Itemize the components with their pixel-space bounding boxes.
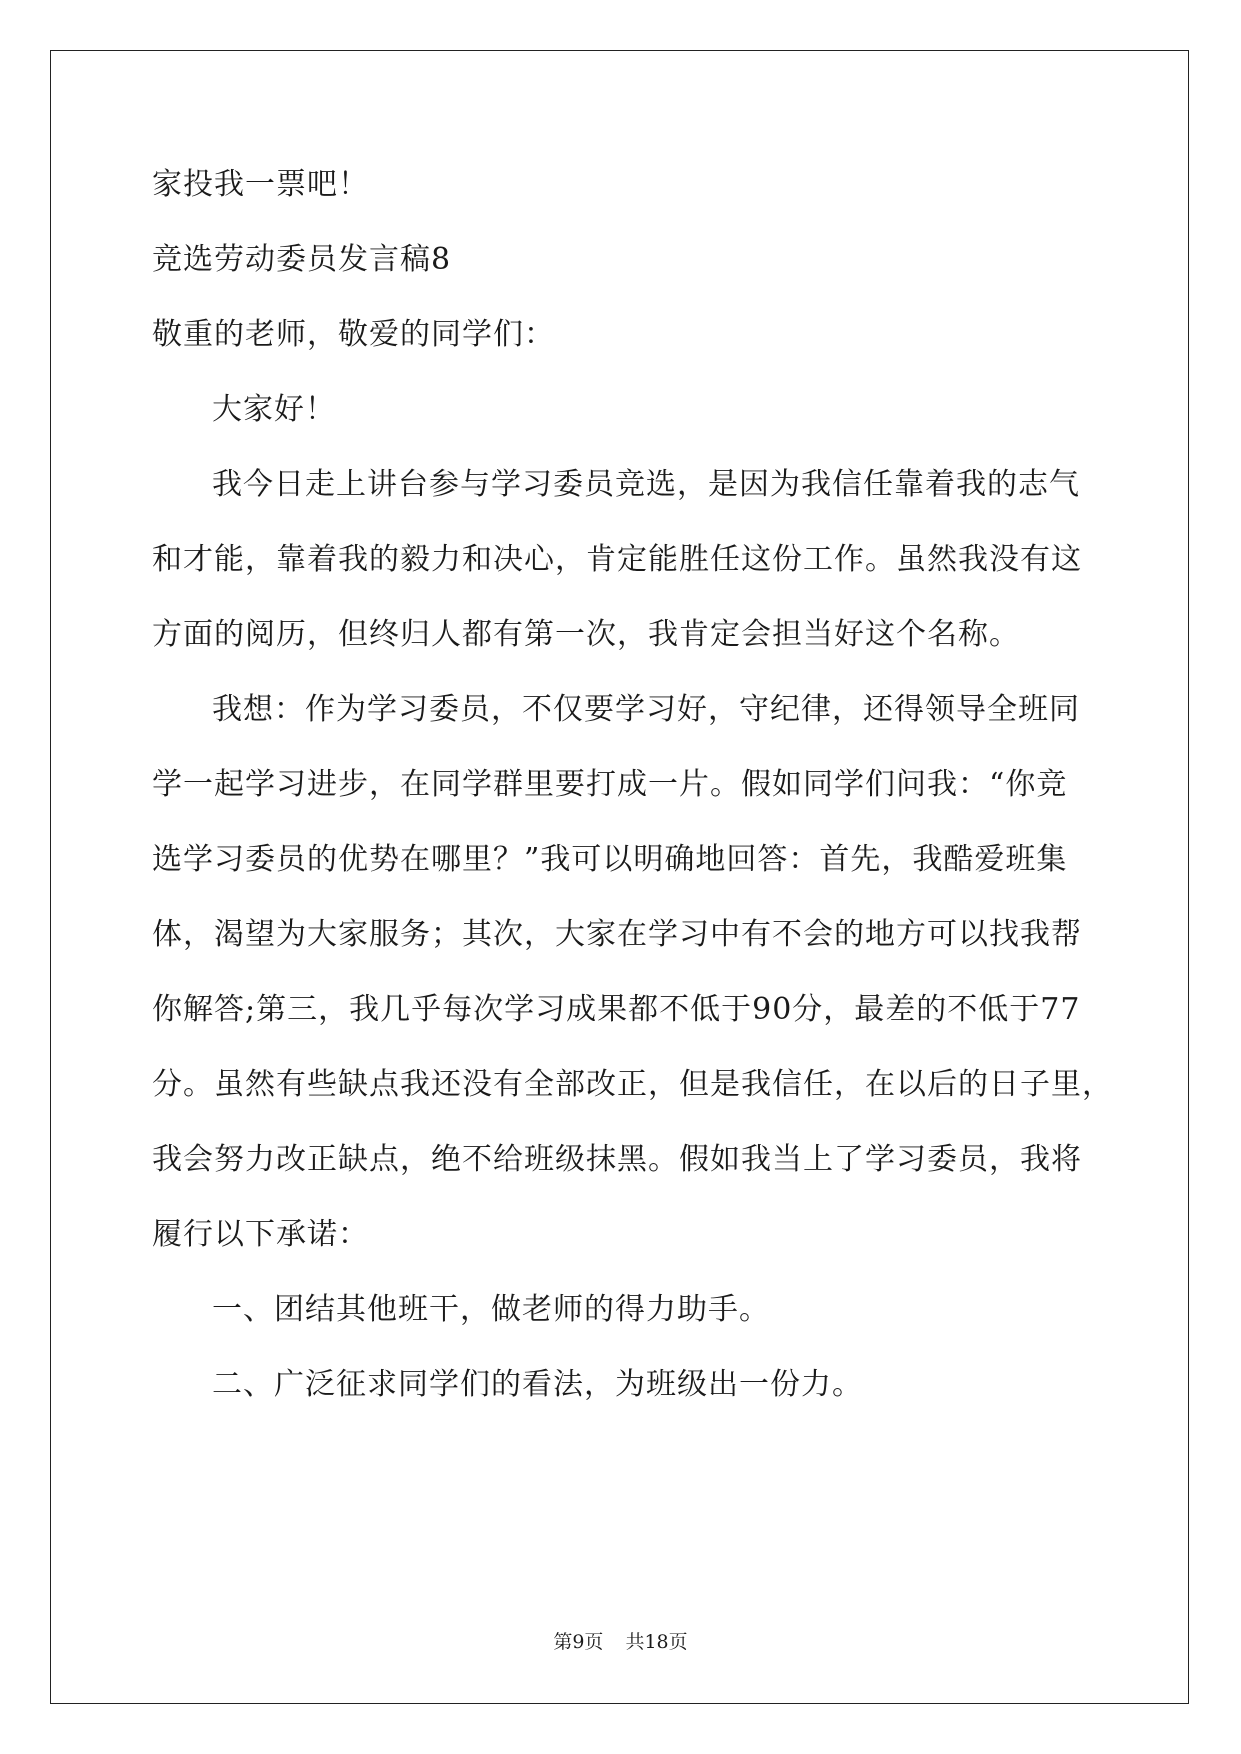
salutation: 敬重的老师，敬爱的同学们： bbox=[152, 317, 555, 352]
greeting: 大家好！ bbox=[212, 392, 336, 427]
list-item: 二、广泛征求同学们的看法，为班级出一份力。 bbox=[212, 1367, 863, 1402]
paragraph-line: 分。虽然有些缺点我还没有全部改正，但是我信任，在以后的日子里， bbox=[152, 1067, 1113, 1102]
paragraph-line: 和才能，靠着我的毅力和决心，肯定能胜任这份工作。虽然我没有这 bbox=[152, 542, 1082, 577]
paragraph-line: 体，渴望为大家服务；其次，大家在学习中有不会的地方可以找我帮 bbox=[152, 917, 1082, 952]
page-number: 第9页 bbox=[553, 1631, 604, 1653]
list-item: 一、团结其他班干，做老师的得力助手。 bbox=[212, 1292, 770, 1327]
paragraph-line: 我想：作为学习委员，不仅要学习好，守纪律，还得领导全班同 bbox=[212, 692, 1080, 727]
paragraph-line: 我会努力改正缺点，绝不给班级抹黑。假如我当上了学习委员，我将 bbox=[152, 1142, 1082, 1177]
page-footer bbox=[0, 1630, 1241, 1654]
paragraph-line: 你解答;第三，我几乎每次学习成果都不低于90分，最差的不低于77 bbox=[152, 992, 1081, 1027]
paragraph-line: 履行以下承诺： bbox=[152, 1217, 369, 1252]
page-total: 共18页 bbox=[625, 1631, 688, 1653]
paragraph-line: 方面的阅历，但终归人都有第一次，我肯定会担当好这个名称。 bbox=[152, 617, 1020, 652]
paragraph-line: 学一起学习进步，在同学群里要打成一片。假如同学们问我：“你竞 bbox=[152, 767, 1068, 802]
text-line: 家投我一票吧！ bbox=[152, 167, 369, 202]
section-title: 竞选劳动委员发言稿8 bbox=[152, 242, 452, 277]
paragraph-line: 我今日走上讲台参与学习委员竞选，是因为我信任靠着我的志气 bbox=[212, 467, 1080, 502]
paragraph-line: 选学习委员的优势在哪里？”我可以明确地回答：首先，我酷爱班集 bbox=[152, 842, 1068, 877]
